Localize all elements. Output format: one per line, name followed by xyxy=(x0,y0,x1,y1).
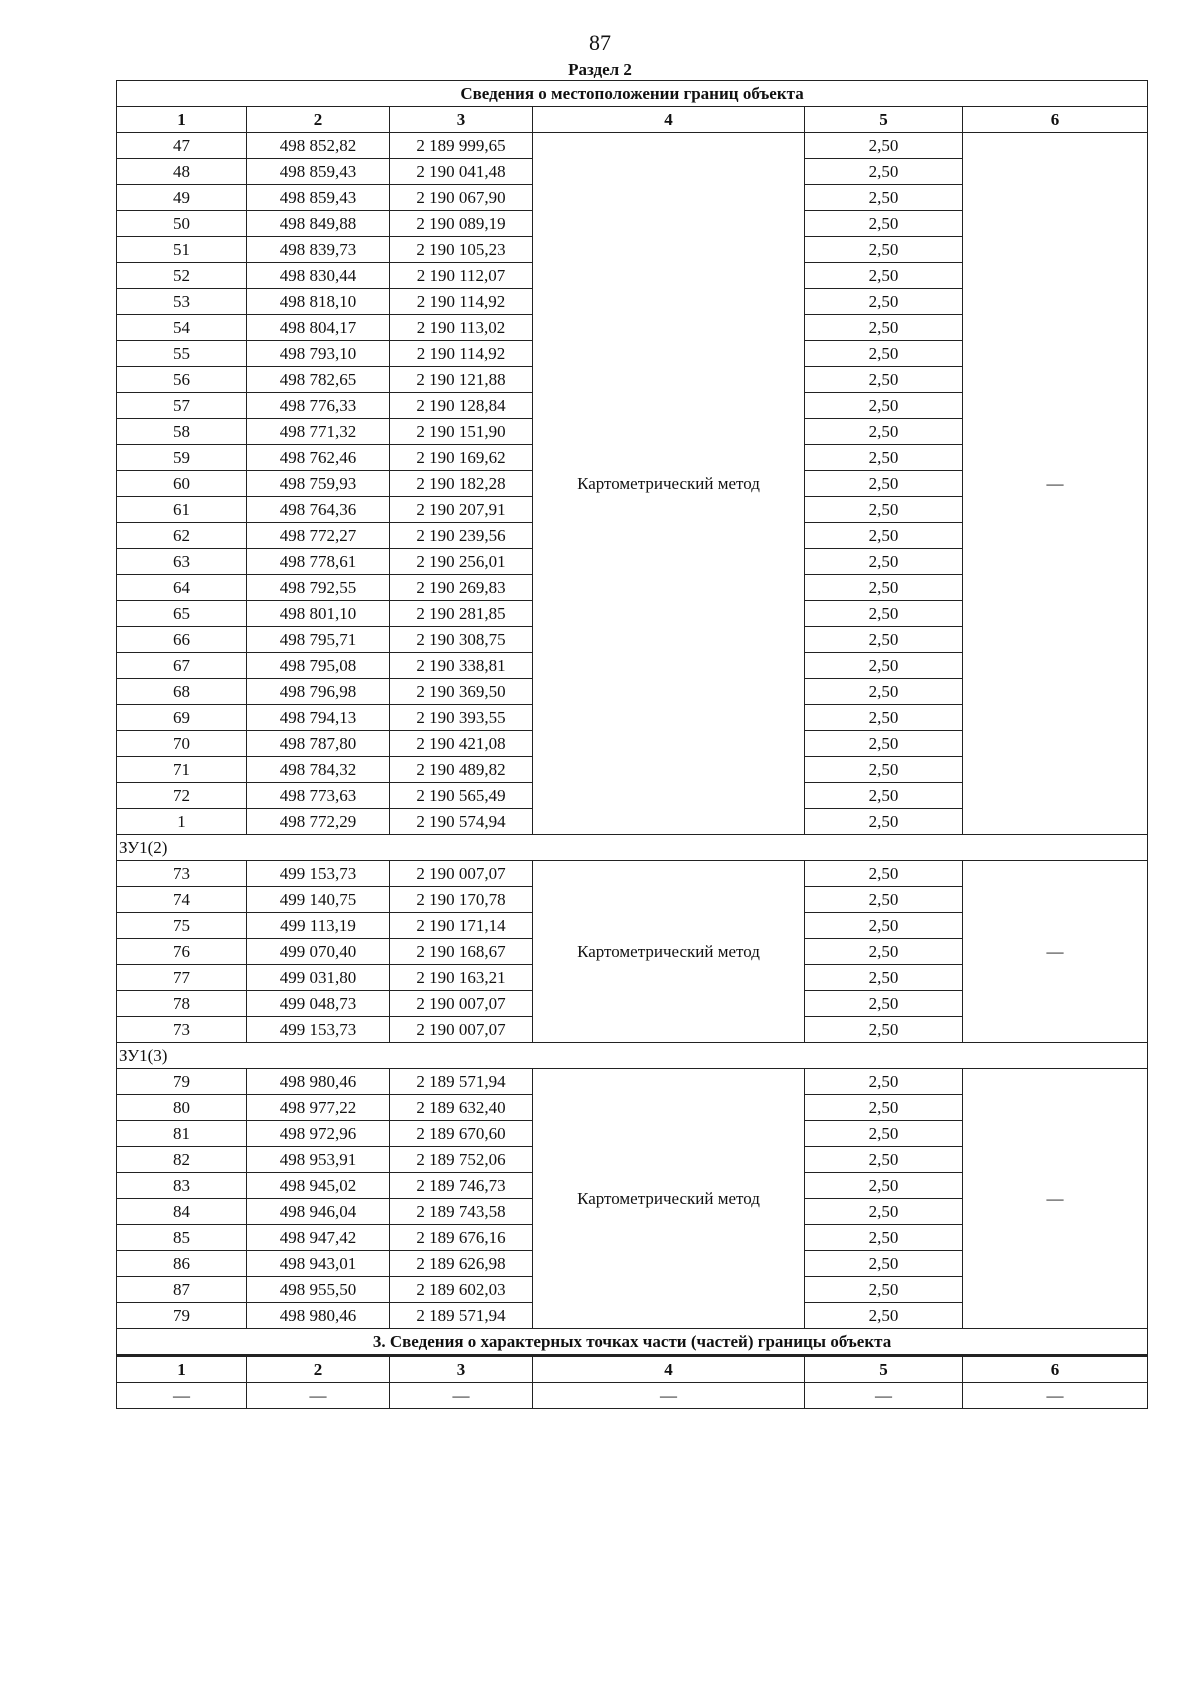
group-label: ЗУ1(2) xyxy=(117,835,1148,861)
precision-value: 2,50 xyxy=(805,757,963,783)
precision-value: 2,50 xyxy=(805,445,963,471)
coordinate-x: 498 787,80 xyxy=(247,731,390,757)
coordinate-y: 2 189 602,03 xyxy=(390,1277,533,1303)
table-title: Сведения о местоположении границ объекта xyxy=(117,81,1148,107)
point-number: 63 xyxy=(117,549,247,575)
precision-value: 2,50 xyxy=(805,211,963,237)
precision-value: 2,50 xyxy=(805,289,963,315)
method-cell: Картометрический метод xyxy=(533,861,805,1043)
coordinate-y: 2 190 207,91 xyxy=(390,497,533,523)
point-number: 51 xyxy=(117,237,247,263)
coordinate-y: 2 190 113,02 xyxy=(390,315,533,341)
point-number: 72 xyxy=(117,783,247,809)
coordinate-y: 2 190 151,90 xyxy=(390,419,533,445)
point-number: 79 xyxy=(117,1069,247,1095)
part-empty-cell: — xyxy=(963,1383,1148,1409)
precision-value: 2,50 xyxy=(805,965,963,991)
precision-value: 2,50 xyxy=(805,887,963,913)
coordinate-y: 2 189 743,58 xyxy=(390,1199,533,1225)
coordinate-x: 499 140,75 xyxy=(247,887,390,913)
precision-value: 2,50 xyxy=(805,419,963,445)
point-number: 70 xyxy=(117,731,247,757)
table-row xyxy=(117,1069,1148,1095)
precision-value: 2,50 xyxy=(805,1225,963,1251)
precision-value: 2,50 xyxy=(805,939,963,965)
coordinate-y: 2 190 089,19 xyxy=(390,211,533,237)
group-label: ЗУ1(3) xyxy=(117,1043,1148,1069)
precision-value: 2,50 xyxy=(805,627,963,653)
part-column-header: 5 xyxy=(805,1356,963,1383)
coordinate-y: 2 189 632,40 xyxy=(390,1095,533,1121)
coordinate-y: 2 190 239,56 xyxy=(390,523,533,549)
coordinate-y: 2 190 269,83 xyxy=(390,575,533,601)
coordinate-x: 498 849,88 xyxy=(247,211,390,237)
coordinate-x: 498 859,43 xyxy=(247,185,390,211)
coordinate-y: 2 190 007,07 xyxy=(390,1017,533,1043)
coordinate-x: 498 804,17 xyxy=(247,315,390,341)
boundary-table-body xyxy=(117,81,1148,1409)
coordinate-y: 2 190 114,92 xyxy=(390,289,533,315)
precision-value: 2,50 xyxy=(805,263,963,289)
coordinate-y: 2 190 171,14 xyxy=(390,913,533,939)
part-column-header: 2 xyxy=(247,1356,390,1383)
precision-value: 2,50 xyxy=(805,1199,963,1225)
coordinate-x: 499 031,80 xyxy=(247,965,390,991)
precision-value: 2,50 xyxy=(805,861,963,887)
coordinate-x: 498 980,46 xyxy=(247,1303,390,1329)
part-empty-row xyxy=(117,1383,1148,1409)
part-section-title-row xyxy=(117,1329,1148,1356)
point-number: 67 xyxy=(117,653,247,679)
coordinate-x: 498 972,96 xyxy=(247,1121,390,1147)
point-number: 66 xyxy=(117,627,247,653)
column-6-cell: — xyxy=(963,133,1148,835)
point-number: 58 xyxy=(117,419,247,445)
point-number: 75 xyxy=(117,913,247,939)
precision-value: 2,50 xyxy=(805,1095,963,1121)
point-number: 64 xyxy=(117,575,247,601)
group-label-row xyxy=(117,835,1148,861)
coordinate-y: 2 190 105,23 xyxy=(390,237,533,263)
point-number: 49 xyxy=(117,185,247,211)
section-title: Раздел 2 xyxy=(568,60,632,79)
precision-value: 2,50 xyxy=(805,705,963,731)
point-number: 62 xyxy=(117,523,247,549)
part-section-title: 3. Сведения о характерных точках части (частей) границы объекта xyxy=(117,1329,1148,1356)
coordinate-x: 498 830,44 xyxy=(247,263,390,289)
group-label-row xyxy=(117,1043,1148,1069)
coordinate-y: 2 190 338,81 xyxy=(390,653,533,679)
point-number: 87 xyxy=(117,1277,247,1303)
coordinate-y: 2 190 393,55 xyxy=(390,705,533,731)
precision-value: 2,50 xyxy=(805,1121,963,1147)
column-header: 2 xyxy=(247,107,390,133)
coordinate-y: 2 190 067,90 xyxy=(390,185,533,211)
coordinate-x: 498 818,10 xyxy=(247,289,390,315)
point-number: 60 xyxy=(117,471,247,497)
part-column-header: 6 xyxy=(963,1356,1148,1383)
coordinate-y: 2 190 128,84 xyxy=(390,393,533,419)
table-row xyxy=(117,861,1148,887)
precision-value: 2,50 xyxy=(805,1173,963,1199)
coordinate-x: 498 784,32 xyxy=(247,757,390,783)
point-number: 78 xyxy=(117,991,247,1017)
precision-value: 2,50 xyxy=(805,601,963,627)
point-number: 85 xyxy=(117,1225,247,1251)
coordinate-y: 2 190 421,08 xyxy=(390,731,533,757)
method-cell: Картометрический метод xyxy=(533,133,805,835)
coordinate-x: 498 801,10 xyxy=(247,601,390,627)
part-empty-cell: — xyxy=(117,1383,247,1409)
point-number: 71 xyxy=(117,757,247,783)
coordinate-x: 499 048,73 xyxy=(247,991,390,1017)
page-number: 87 xyxy=(589,30,611,55)
precision-value: 2,50 xyxy=(805,237,963,263)
coordinate-x: 498 795,08 xyxy=(247,653,390,679)
column-header: 6 xyxy=(963,107,1148,133)
coordinate-x: 498 762,46 xyxy=(247,445,390,471)
precision-value: 2,50 xyxy=(805,1303,963,1329)
coordinate-x: 498 759,93 xyxy=(247,471,390,497)
part-column-header: 1 xyxy=(117,1356,247,1383)
coordinate-x: 498 764,36 xyxy=(247,497,390,523)
precision-value: 2,50 xyxy=(805,575,963,601)
point-number: 52 xyxy=(117,263,247,289)
point-number: 82 xyxy=(117,1147,247,1173)
point-number: 54 xyxy=(117,315,247,341)
coordinate-x: 498 953,91 xyxy=(247,1147,390,1173)
coordinate-y: 2 189 626,98 xyxy=(390,1251,533,1277)
coordinate-y: 2 190 281,85 xyxy=(390,601,533,627)
coordinate-x: 498 955,50 xyxy=(247,1277,390,1303)
precision-value: 2,50 xyxy=(805,783,963,809)
point-number: 80 xyxy=(117,1095,247,1121)
precision-value: 2,50 xyxy=(805,315,963,341)
point-number: 73 xyxy=(117,1017,247,1043)
table-title-row xyxy=(117,81,1148,107)
precision-value: 2,50 xyxy=(805,159,963,185)
precision-value: 2,50 xyxy=(805,497,963,523)
coordinate-x: 498 946,04 xyxy=(247,1199,390,1225)
coordinate-y: 2 190 112,07 xyxy=(390,263,533,289)
coordinate-x: 498 772,29 xyxy=(247,809,390,835)
coordinate-y: 2 190 168,67 xyxy=(390,939,533,965)
part-empty-cell: — xyxy=(247,1383,390,1409)
coordinate-x: 498 778,61 xyxy=(247,549,390,575)
precision-value: 2,50 xyxy=(805,679,963,705)
point-number: 47 xyxy=(117,133,247,159)
coordinate-y: 2 189 746,73 xyxy=(390,1173,533,1199)
precision-value: 2,50 xyxy=(805,1069,963,1095)
coordinate-x: 498 852,82 xyxy=(247,133,390,159)
precision-value: 2,50 xyxy=(805,523,963,549)
precision-value: 2,50 xyxy=(805,1017,963,1043)
point-number: 48 xyxy=(117,159,247,185)
precision-value: 2,50 xyxy=(805,1251,963,1277)
coordinate-y: 2 190 574,94 xyxy=(390,809,533,835)
part-empty-cell: — xyxy=(533,1383,805,1409)
precision-value: 2,50 xyxy=(805,393,963,419)
coordinate-y: 2 190 041,48 xyxy=(390,159,533,185)
table-row xyxy=(117,133,1148,159)
precision-value: 2,50 xyxy=(805,471,963,497)
point-number: 61 xyxy=(117,497,247,523)
precision-value: 2,50 xyxy=(805,1277,963,1303)
coordinate-y: 2 190 121,88 xyxy=(390,367,533,393)
precision-value: 2,50 xyxy=(805,991,963,1017)
point-number: 74 xyxy=(117,887,247,913)
coordinate-y: 2 190 007,07 xyxy=(390,861,533,887)
point-number: 68 xyxy=(117,679,247,705)
coordinate-y: 2 190 308,75 xyxy=(390,627,533,653)
coordinate-x: 499 153,73 xyxy=(247,861,390,887)
part-empty-cell: — xyxy=(390,1383,533,1409)
point-number: 55 xyxy=(117,341,247,367)
point-number: 81 xyxy=(117,1121,247,1147)
coordinate-x: 498 945,02 xyxy=(247,1173,390,1199)
coordinate-y: 2 190 565,49 xyxy=(390,783,533,809)
coordinate-x: 498 776,33 xyxy=(247,393,390,419)
coordinate-x: 498 793,10 xyxy=(247,341,390,367)
coordinate-x: 498 977,22 xyxy=(247,1095,390,1121)
coordinate-x: 498 943,01 xyxy=(247,1251,390,1277)
coordinate-x: 498 980,46 xyxy=(247,1069,390,1095)
coordinate-y: 2 190 489,82 xyxy=(390,757,533,783)
coordinate-y: 2 189 670,60 xyxy=(390,1121,533,1147)
column-header: 5 xyxy=(805,107,963,133)
coordinate-x: 498 796,98 xyxy=(247,679,390,705)
point-number: 79 xyxy=(117,1303,247,1329)
column-6-cell: — xyxy=(963,1069,1148,1329)
precision-value: 2,50 xyxy=(805,653,963,679)
coordinate-y: 2 189 999,65 xyxy=(390,133,533,159)
part-column-header-row xyxy=(117,1356,1148,1383)
coordinate-y: 2 190 170,78 xyxy=(390,887,533,913)
coordinate-y: 2 189 571,94 xyxy=(390,1303,533,1329)
coordinate-y: 2 190 163,21 xyxy=(390,965,533,991)
point-number: 53 xyxy=(117,289,247,315)
coordinate-x: 499 153,73 xyxy=(247,1017,390,1043)
point-number: 1 xyxy=(117,809,247,835)
point-number: 77 xyxy=(117,965,247,991)
coordinate-x: 499 113,19 xyxy=(247,913,390,939)
coordinate-x: 498 795,71 xyxy=(247,627,390,653)
point-number: 50 xyxy=(117,211,247,237)
point-number: 65 xyxy=(117,601,247,627)
precision-value: 2,50 xyxy=(805,731,963,757)
coordinate-y: 2 189 571,94 xyxy=(390,1069,533,1095)
coordinate-x: 498 794,13 xyxy=(247,705,390,731)
precision-value: 2,50 xyxy=(805,1147,963,1173)
point-number: 84 xyxy=(117,1199,247,1225)
coordinate-y: 2 190 169,62 xyxy=(390,445,533,471)
precision-value: 2,50 xyxy=(805,133,963,159)
coordinate-x: 498 772,27 xyxy=(247,523,390,549)
coordinate-x: 498 792,55 xyxy=(247,575,390,601)
point-number: 76 xyxy=(117,939,247,965)
coordinate-x: 498 773,63 xyxy=(247,783,390,809)
coordinate-y: 2 190 182,28 xyxy=(390,471,533,497)
point-number: 56 xyxy=(117,367,247,393)
column-header: 4 xyxy=(533,107,805,133)
part-column-header: 4 xyxy=(533,1356,805,1383)
coordinate-x: 498 782,65 xyxy=(247,367,390,393)
point-number: 57 xyxy=(117,393,247,419)
coordinate-x: 498 947,42 xyxy=(247,1225,390,1251)
column-6-cell: — xyxy=(963,861,1148,1043)
point-number: 83 xyxy=(117,1173,247,1199)
coordinate-x: 498 771,32 xyxy=(247,419,390,445)
point-number: 73 xyxy=(117,861,247,887)
boundary-table xyxy=(116,80,1148,1409)
precision-value: 2,50 xyxy=(805,185,963,211)
coordinate-y: 2 190 256,01 xyxy=(390,549,533,575)
coordinate-y: 2 189 676,16 xyxy=(390,1225,533,1251)
point-number: 69 xyxy=(117,705,247,731)
coordinate-y: 2 190 114,92 xyxy=(390,341,533,367)
coordinate-y: 2 189 752,06 xyxy=(390,1147,533,1173)
precision-value: 2,50 xyxy=(805,341,963,367)
column-header-row xyxy=(117,107,1148,133)
precision-value: 2,50 xyxy=(805,809,963,835)
method-cell: Картометрический метод xyxy=(533,1069,805,1329)
part-column-header: 3 xyxy=(390,1356,533,1383)
part-empty-cell: — xyxy=(805,1383,963,1409)
precision-value: 2,50 xyxy=(805,367,963,393)
precision-value: 2,50 xyxy=(805,549,963,575)
point-number: 59 xyxy=(117,445,247,471)
coordinate-y: 2 190 007,07 xyxy=(390,991,533,1017)
coordinate-x: 498 859,43 xyxy=(247,159,390,185)
column-header: 3 xyxy=(390,107,533,133)
column-header: 1 xyxy=(117,107,247,133)
coordinate-y: 2 190 369,50 xyxy=(390,679,533,705)
point-number: 86 xyxy=(117,1251,247,1277)
coordinate-x: 498 839,73 xyxy=(247,237,390,263)
precision-value: 2,50 xyxy=(805,913,963,939)
coordinate-x: 499 070,40 xyxy=(247,939,390,965)
